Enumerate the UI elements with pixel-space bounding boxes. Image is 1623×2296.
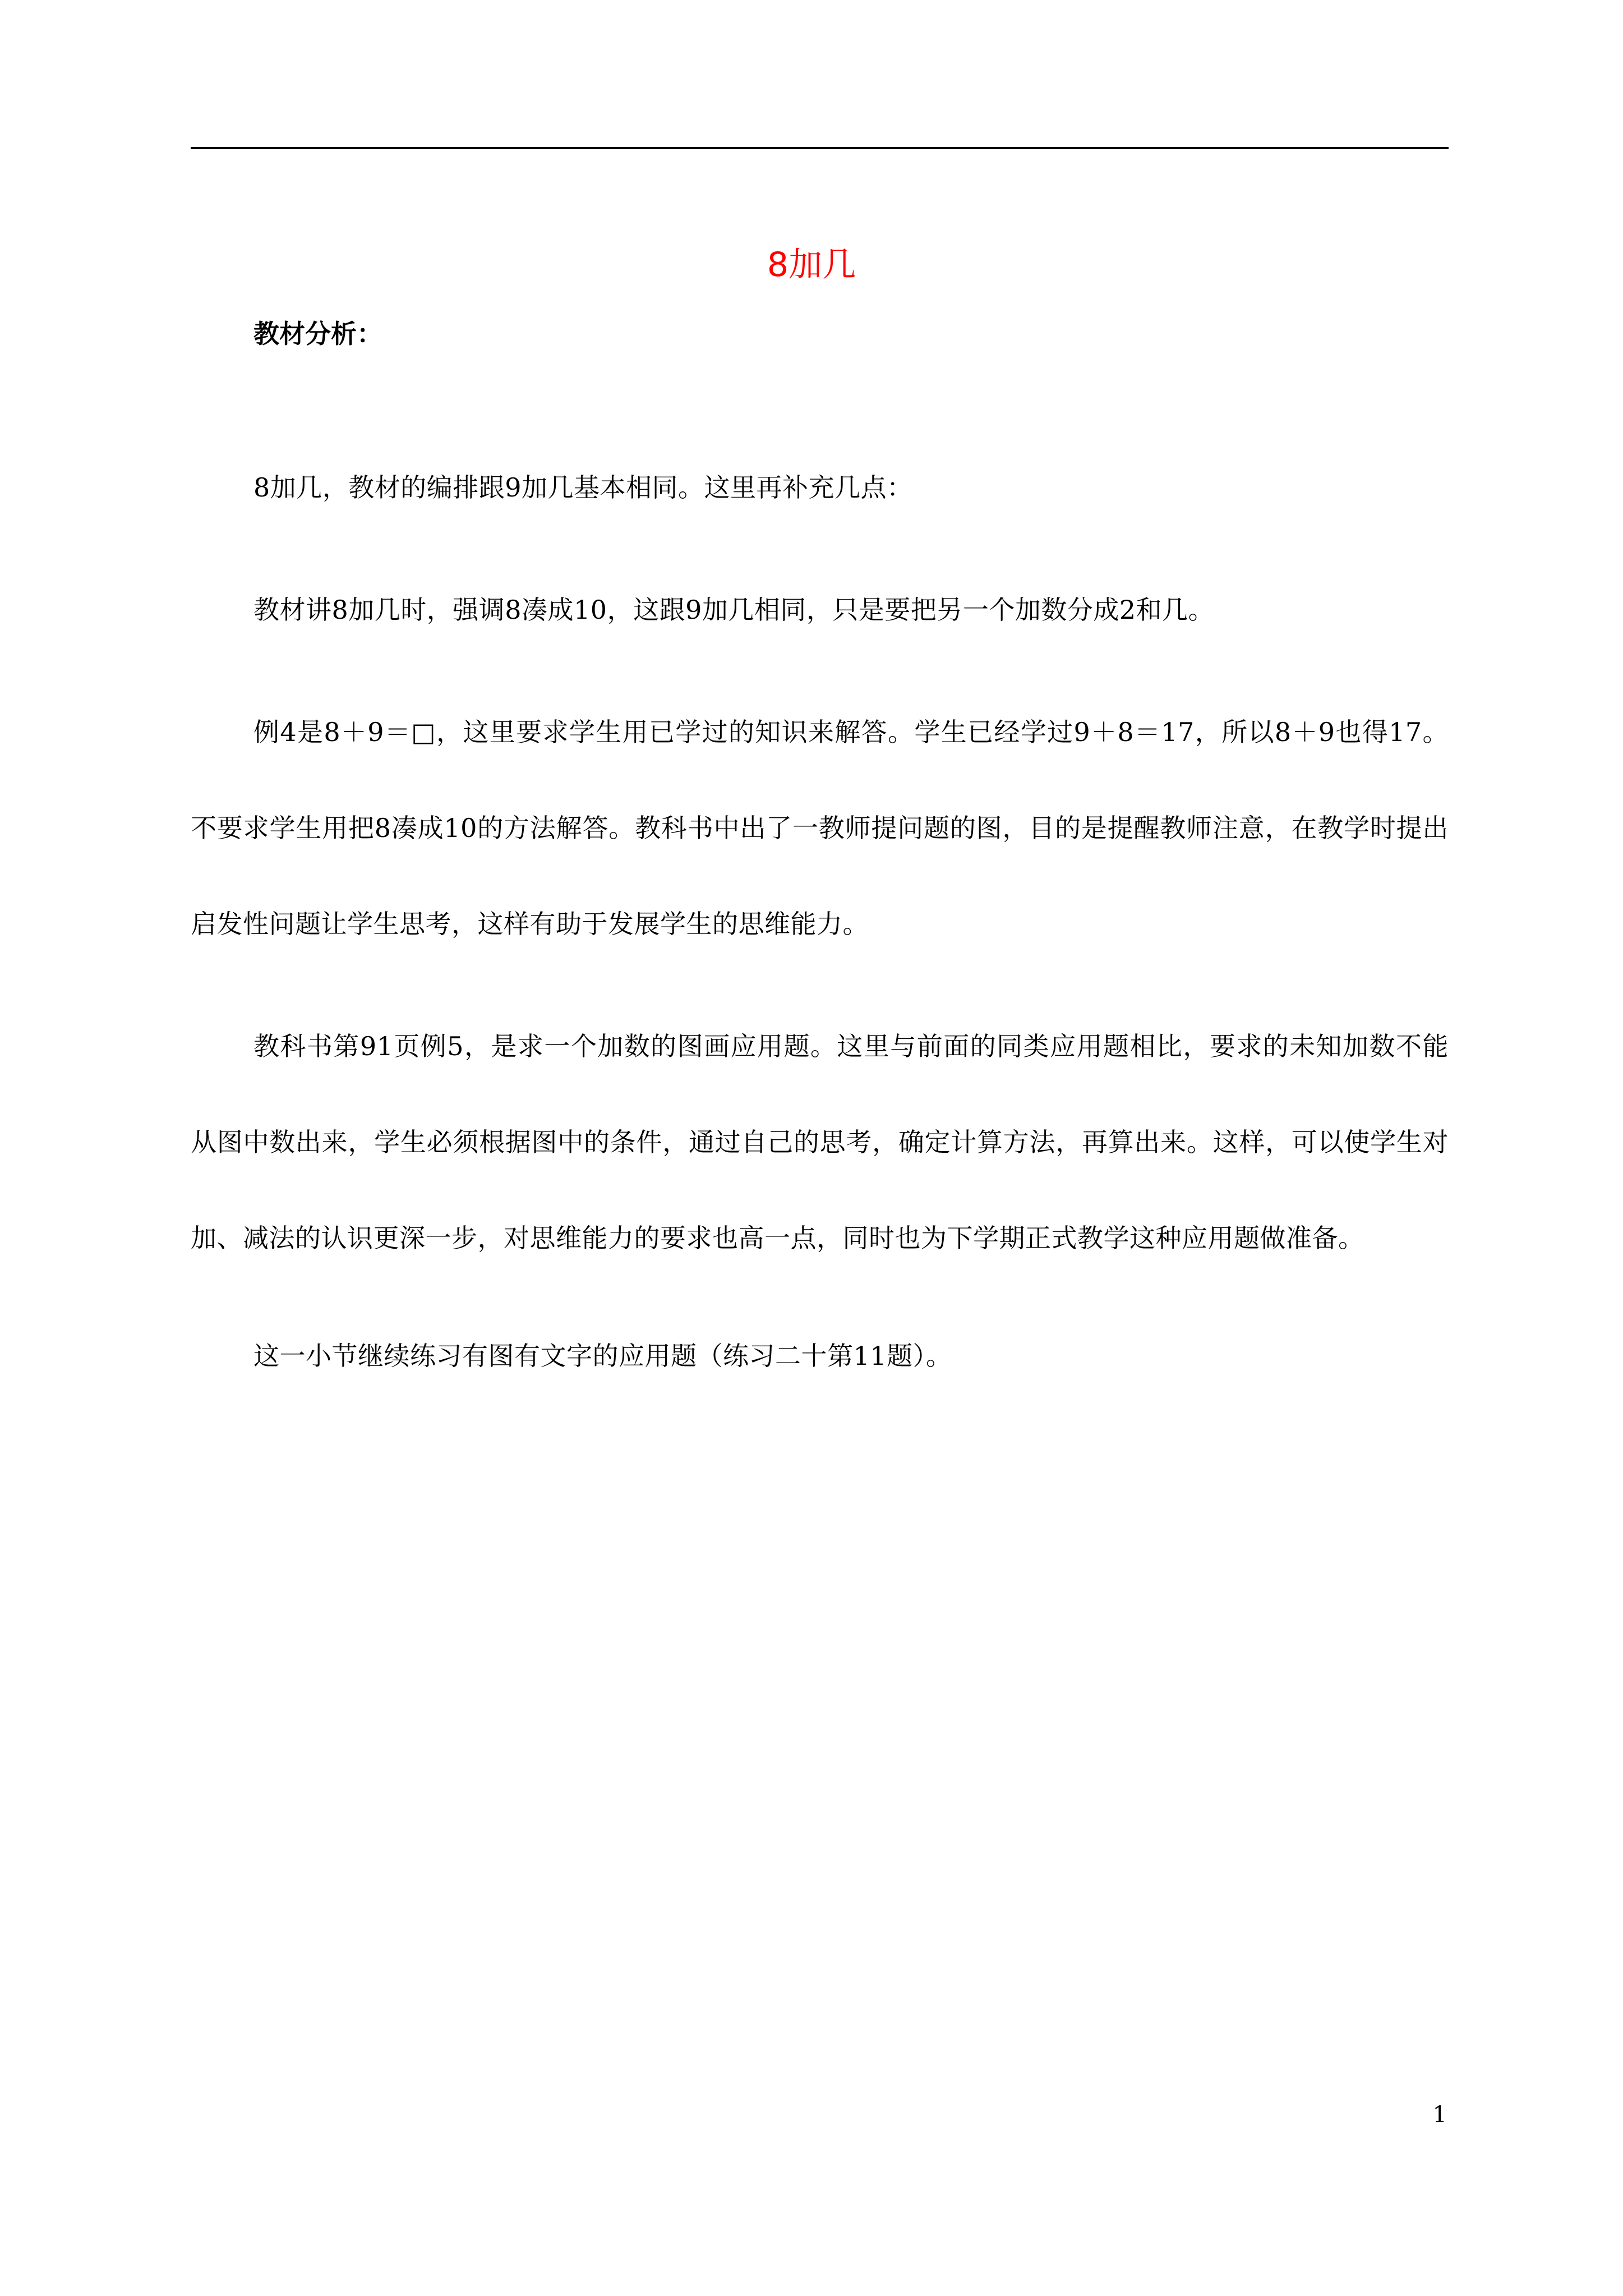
section-heading: 教材分析：	[253, 319, 382, 349]
paragraph-1: 8加几，教材的编排跟9加几基本相同。这里再补充几点：	[253, 472, 913, 503]
paragraph-4: 教科书第91页例5，是求一个加数的图画应用题。这里与前面的同类应用题相比，要求的未知加数不能从图中数出来，学生必须根据图中的条件，通过自己的思考，确定计算方法，再算出来。这样，可以使学生对加、减法的认识更深一步，对思维能力的要求也高一点，同时也为下学期正式教学这种应用题做准备。	[191, 1031, 1449, 1253]
paragraph-5: 这一小节继续练习有图有文字的应用题（练习二十第11题）。	[253, 1341, 952, 1371]
paragraph-2: 教材讲8加几时，强调8凑成10，这跟9加几相同，只是要把另一个加数分成2和几。	[253, 595, 1215, 625]
document-title: 8加几	[767, 245, 856, 284]
page-number: 1	[1432, 2102, 1447, 2128]
paragraph-3: 例4是8＋9＝□，这里要求学生用已学过的知识来解答。学生已经学过9＋8＝17，所以8＋9也得17。不要求学生用把8凑成10的方法解答。教科书中出了一教师提问题的图，目的是提醒教师注意，在教学时提出启发性问题让学生思考，这样有助于发展学生的思维能力。	[191, 717, 1449, 939]
header-rule	[191, 147, 1449, 149]
